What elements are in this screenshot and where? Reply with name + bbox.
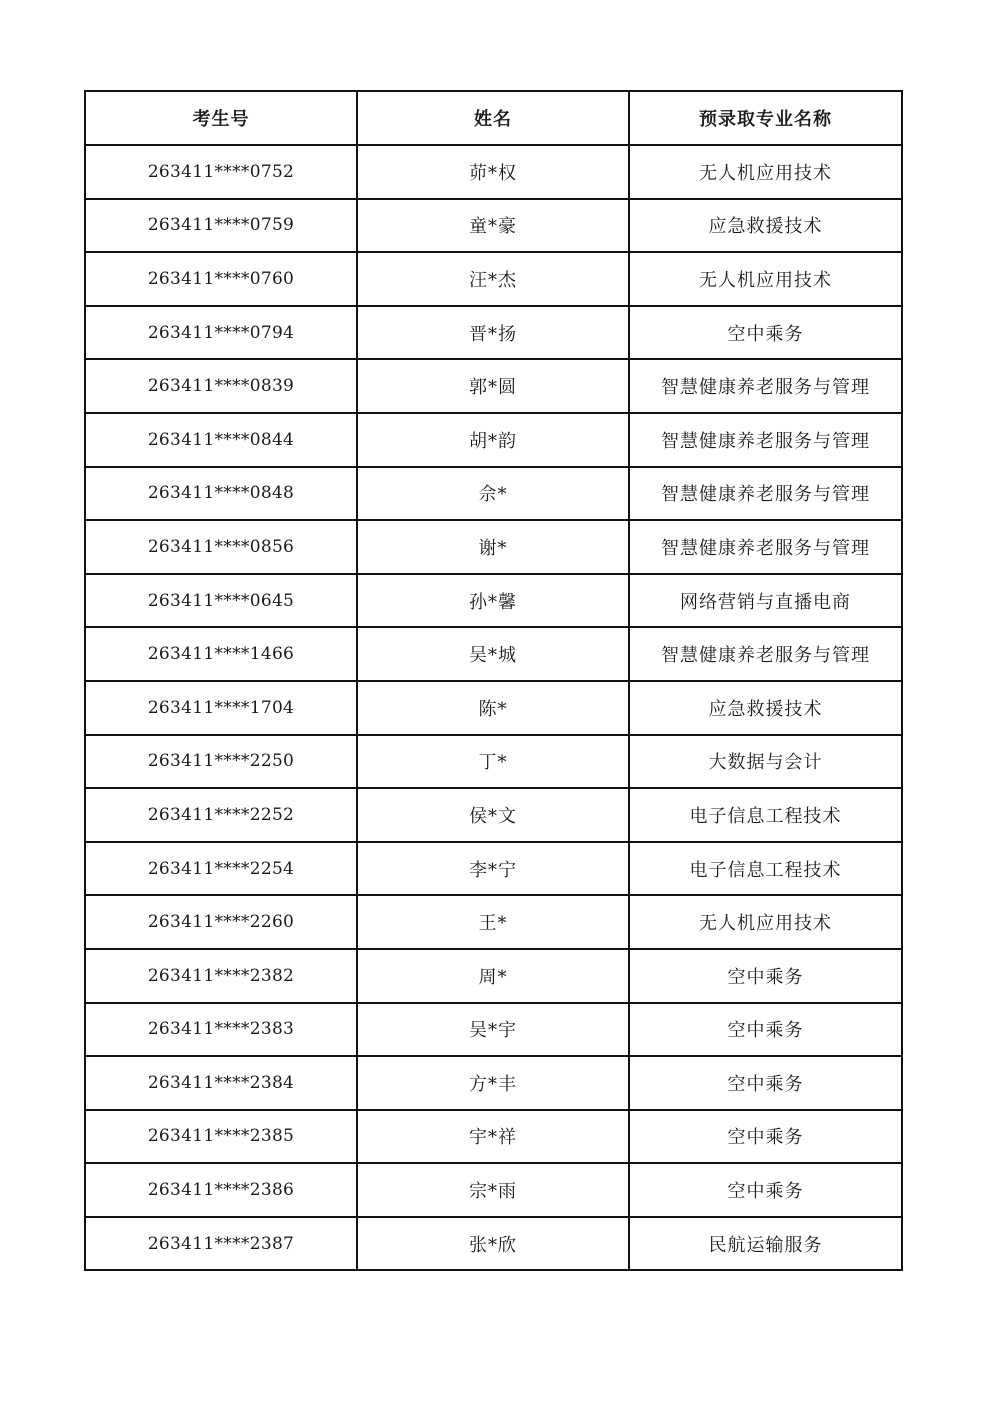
major-name-cell: 智慧健康养老服务与管理 [629,359,902,413]
exam-id-cell: 263411****2260 [85,895,357,949]
exam-id-cell: 263411****2383 [85,1003,357,1057]
table-row [85,1056,902,1110]
exam-id-cell: 263411****2385 [85,1110,357,1164]
student-name-cell: 吴*宇 [357,1003,629,1057]
student-name-cell: 周* [357,949,629,1003]
admission-list-sheet [84,90,901,1271]
major-name-cell: 大数据与会计 [629,735,902,789]
major-name-cell: 网络营销与直播电商 [629,574,902,628]
major-name-cell: 智慧健康养老服务与管理 [629,413,902,467]
major-name-cell: 无人机应用技术 [629,145,902,199]
exam-id-cell: 263411****0839 [85,359,357,413]
major-name-cell: 空中乘务 [629,306,902,360]
exam-id-cell: 263411****2254 [85,842,357,896]
student-name-cell: 宗*雨 [357,1163,629,1217]
exam-id-cell: 263411****2252 [85,788,357,842]
table-row [85,1110,902,1164]
table-row [85,735,902,789]
student-name-cell: 谢* [357,520,629,574]
table-row [85,252,902,306]
table-header [85,91,902,145]
student-name-cell: 侯*文 [357,788,629,842]
exam-id-cell: 263411****2387 [85,1217,357,1271]
table-row [85,199,902,253]
major-name-cell: 民航运输服务 [629,1217,902,1271]
exam-id-cell: 263411****0760 [85,252,357,306]
exam-id-cell: 263411****2384 [85,1056,357,1110]
table-row [85,1217,902,1271]
major-name-cell: 智慧健康养老服务与管理 [629,627,902,681]
admission-table [84,90,903,1271]
student-name-cell: 宇*祥 [357,1110,629,1164]
exam-id-cell: 263411****2386 [85,1163,357,1217]
student-name-cell: 郭*圆 [357,359,629,413]
table-row [85,359,902,413]
major-name-cell: 空中乘务 [629,1056,902,1110]
student-name-cell: 丁* [357,735,629,789]
table-row [85,681,902,735]
table-row [85,842,902,896]
major-name-cell: 空中乘务 [629,1110,902,1164]
table-row [85,788,902,842]
exam-id-cell: 263411****0759 [85,199,357,253]
exam-id-cell: 263411****0794 [85,306,357,360]
exam-id-cell: 263411****1704 [85,681,357,735]
table-row [85,520,902,574]
exam-id-cell: 263411****0844 [85,413,357,467]
table-row [85,306,902,360]
exam-id-cell: 263411****0848 [85,467,357,521]
column-header-major: 预录取专业名称 [629,91,902,145]
major-name-cell: 应急救援技术 [629,681,902,735]
student-name-cell: 佘* [357,467,629,521]
student-name-cell: 方*丰 [357,1056,629,1110]
exam-id-cell: 263411****0856 [85,520,357,574]
student-name-cell: 陈* [357,681,629,735]
table-row [85,1003,902,1057]
student-name-cell: 汪*杰 [357,252,629,306]
major-name-cell: 应急救援技术 [629,199,902,253]
student-name-cell: 孙*馨 [357,574,629,628]
table-row [85,895,902,949]
exam-id-cell: 263411****1466 [85,627,357,681]
table-row [85,1163,902,1217]
major-name-cell: 无人机应用技术 [629,252,902,306]
major-name-cell: 智慧健康养老服务与管理 [629,520,902,574]
column-header-exam-id: 考生号 [85,91,357,145]
exam-id-cell: 263411****2382 [85,949,357,1003]
major-name-cell: 无人机应用技术 [629,895,902,949]
table-row [85,949,902,1003]
table-row [85,467,902,521]
student-name-cell: 茆*权 [357,145,629,199]
table-body [85,145,902,1270]
major-name-cell: 空中乘务 [629,1163,902,1217]
major-name-cell: 智慧健康养老服务与管理 [629,467,902,521]
exam-id-cell: 263411****2250 [85,735,357,789]
major-name-cell: 电子信息工程技术 [629,842,902,896]
table-row [85,413,902,467]
student-name-cell: 李*宁 [357,842,629,896]
student-name-cell: 张*欣 [357,1217,629,1271]
exam-id-cell: 263411****0645 [85,574,357,628]
table-row [85,145,902,199]
exam-id-cell: 263411****0752 [85,145,357,199]
major-name-cell: 空中乘务 [629,949,902,1003]
header-row [85,91,902,145]
table-row [85,627,902,681]
major-name-cell: 空中乘务 [629,1003,902,1057]
column-header-name: 姓名 [357,91,629,145]
major-name-cell: 电子信息工程技术 [629,788,902,842]
student-name-cell: 童*豪 [357,199,629,253]
student-name-cell: 王* [357,895,629,949]
table-row [85,574,902,628]
student-name-cell: 吴*城 [357,627,629,681]
student-name-cell: 胡*韵 [357,413,629,467]
student-name-cell: 晋*扬 [357,306,629,360]
